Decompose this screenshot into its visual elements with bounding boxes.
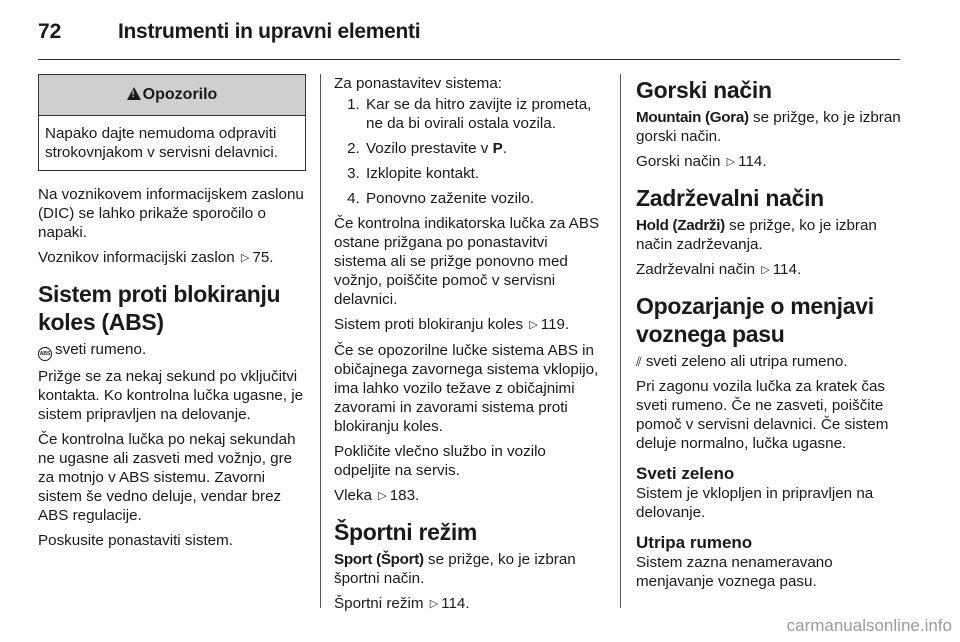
page-ref-arrow-icon: ▷ bbox=[761, 263, 770, 276]
section-heading-mountain: Gorski način bbox=[636, 77, 772, 103]
page-title: Instrumenti in upravni elementi bbox=[118, 20, 421, 43]
header-rule bbox=[38, 59, 900, 60]
abs-warning-icon: ABS bbox=[38, 347, 52, 361]
section-heading-sport: Športni režim bbox=[334, 519, 478, 545]
warning-text: Napako dajte nemudoma odpraviti strokovnjakom v servisni delavnici. bbox=[45, 125, 278, 161]
page-ref-arrow-icon: ▷ bbox=[726, 155, 736, 168]
hold-indicator-line: Hold (Zadrži) se prižge, ko je izbran način zadrževanja. bbox=[636, 217, 877, 253]
subheading-green: Sveti zeleno bbox=[636, 464, 735, 483]
page-ref-number: 114. bbox=[441, 595, 470, 612]
warning-box bbox=[38, 74, 306, 171]
sport-indicator-line: Sport (Šport) se prižge, ko je izbran športni način. bbox=[334, 551, 576, 587]
paragraph: Če kontrolna lučka po nekaj sekundah ne ugasne ali zasveti med vožnjo, gre za motnjo v ABS sistemu. Zavorni sistem še vedno deluje, vendar brez ABS regulacije. bbox=[38, 431, 296, 524]
column-1 bbox=[38, 74, 306, 556]
warning-title: Opozorilo bbox=[142, 86, 218, 103]
paragraph: Na voznikovem informacijskem zaslonu (DIC) se lahko prikaže sporočilo o napaki. bbox=[38, 186, 304, 241]
gear-p: P bbox=[492, 140, 503, 157]
lane-indicator-line: ⫽ sveti zeleno ali utripa rumeno. bbox=[636, 353, 848, 370]
cross-reference: Sistem proti blokiranju koles ▷ 119. bbox=[334, 316, 570, 333]
page-ref-arrow-icon: ▷ bbox=[529, 318, 538, 331]
paragraph: Če se opozorilne lučke sistema ABS in običajnega zavornega sistema vklopijo, ima lahko vozilo težave z običajnimi zavorami in zavorami sistema proti blokiranju koles. bbox=[334, 342, 599, 435]
list-item: 2. Vozilo prestavite v P. bbox=[364, 139, 602, 158]
paragraph: Če kontrolna indikatorska lučka za ABS ostane prižgana po ponastavitvi sistema ali se prižge ponovno med vožnjo, poiščite pomoč v servisni delavnici. bbox=[334, 215, 600, 308]
paragraph: Pri zagonu vozila lučka za kratek čas sveti rumeno. Če ne zasveti, poiščite pomoč v servisni delavnici. Če sistem deluje normalno, lučka ugasne. bbox=[636, 378, 889, 452]
column-divider-2 bbox=[620, 74, 621, 608]
paragraph: Sistem je vklopljen in pripravljen na delovanje. bbox=[636, 485, 874, 521]
paragraph: Prižge se za nekaj sekund po vključitvi kontakta. Ko kontrolna lučka ugasne, je sistem pripravljen na delovanje. bbox=[38, 368, 304, 423]
mountain-indicator-line: Mountain (Gora) se prižge, ko je izbran gorski način. bbox=[636, 109, 901, 145]
cross-reference: Voznikov informacijski zaslon ▷ 75. bbox=[38, 249, 274, 266]
cross-reference: Vleka ▷ 183. bbox=[334, 487, 420, 504]
subheading-amber: Utripa rumeno bbox=[636, 533, 753, 552]
page-ref-arrow-icon: ▷ bbox=[378, 489, 387, 502]
page-ref-number: 114. bbox=[772, 261, 802, 278]
page-ref-number: 114. bbox=[738, 153, 767, 170]
page-header bbox=[38, 14, 900, 54]
paragraph: Pokličite vlečno službo in vozilo odpeljite na servis. bbox=[334, 443, 546, 479]
lane-departure-icon: ⫽ bbox=[636, 354, 642, 369]
abs-indicator-line: ABS sveti rumeno. bbox=[38, 340, 306, 361]
section-heading-lane-warning: Opozarjanje o menjavi voznega pasu bbox=[636, 293, 874, 347]
page-ref-arrow-icon: ▷ bbox=[240, 251, 250, 264]
page-ref-number: 183. bbox=[389, 487, 420, 504]
hold-control-label: Hold (Zadrži) bbox=[636, 217, 725, 234]
reset-steps-list bbox=[334, 95, 602, 208]
cross-reference: Športni režim ▷ 114. bbox=[334, 595, 470, 612]
column-divider-1 bbox=[320, 74, 321, 608]
cross-reference: Zadrževalni način ▷ 114. bbox=[636, 261, 802, 278]
section-heading-hold: Zadrževalni način bbox=[636, 185, 824, 211]
mountain-control-label: Mountain (Gora) bbox=[636, 109, 749, 126]
column-3 bbox=[636, 74, 906, 597]
sport-control-label: Sport (Šport) bbox=[334, 551, 424, 568]
watermark: carmanualsonline.info bbox=[786, 616, 952, 635]
paragraph: Sistem zazna nenameravano menjavanje voznega pasu. bbox=[636, 554, 833, 590]
page-ref-number: 75. bbox=[252, 249, 274, 266]
warning-triangle-icon bbox=[127, 87, 141, 100]
list-item: 3. Izklopite kontakt. bbox=[364, 164, 602, 183]
page-number: 72 bbox=[38, 20, 62, 43]
paragraph: Poskusite ponastaviti sistem. bbox=[38, 532, 233, 549]
page-ref-number: 119. bbox=[540, 316, 570, 333]
warning-header bbox=[39, 75, 305, 116]
section-heading-abs: Sistem proti blokiranju koles (ABS) bbox=[38, 281, 281, 335]
cross-reference: Gorski način ▷ 114. bbox=[636, 153, 767, 170]
column-2 bbox=[334, 74, 602, 620]
list-item: 1. Kar se da hitro zavijte iz prometa, ne da bi ovirali ostala vozila. bbox=[364, 95, 602, 133]
page-ref-arrow-icon: ▷ bbox=[429, 597, 439, 610]
list-item: 4. Ponovno zaženite vozilo. bbox=[364, 189, 602, 208]
paragraph: Za ponastavitev sistema: bbox=[334, 75, 502, 92]
